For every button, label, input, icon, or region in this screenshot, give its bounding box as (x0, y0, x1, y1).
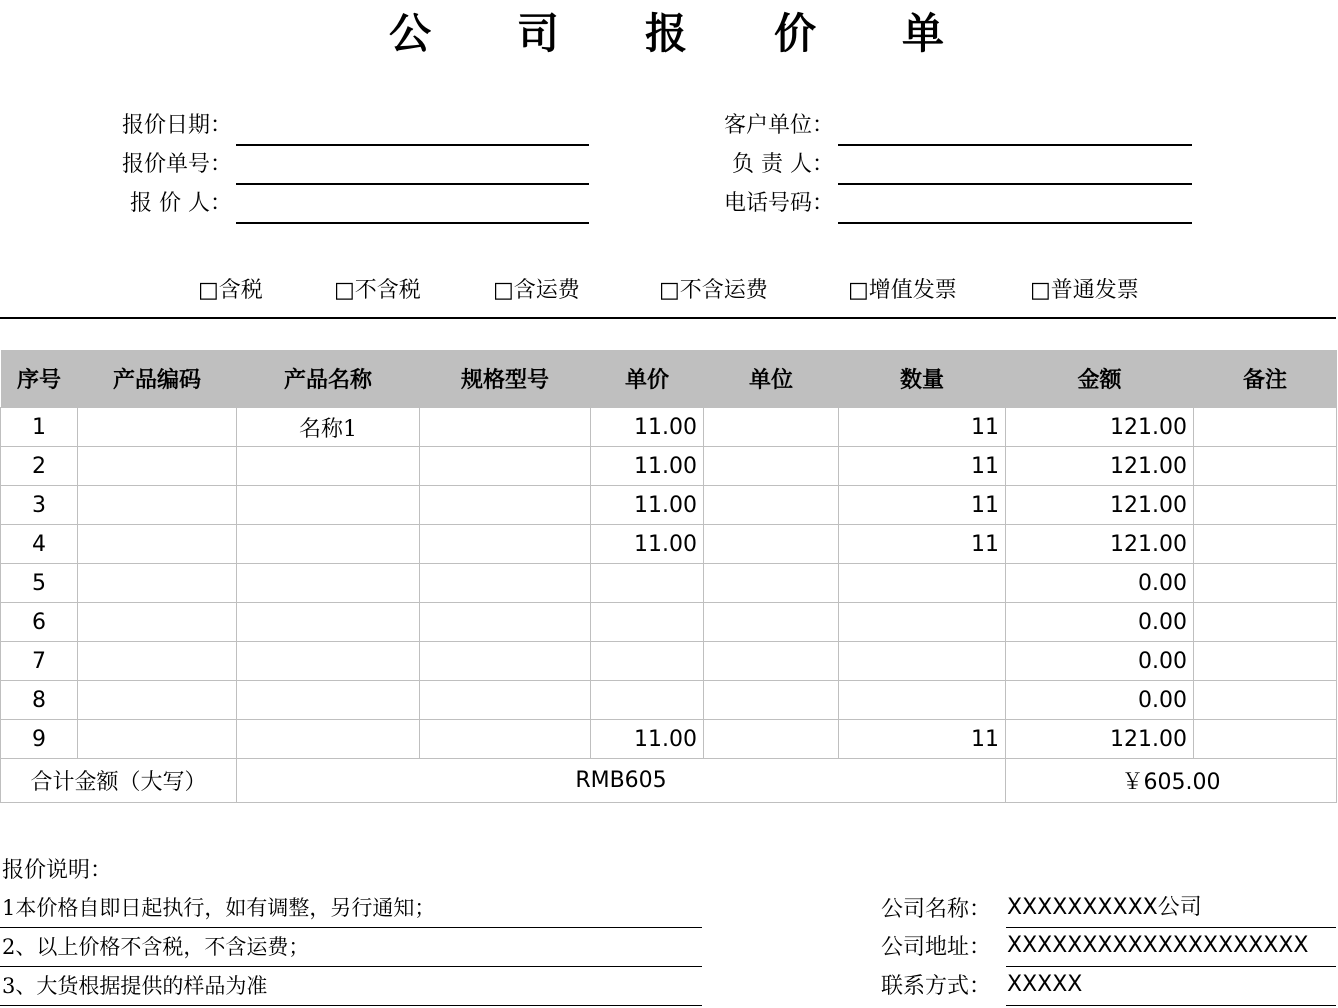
cell-spec[interactable] (420, 681, 591, 720)
cell-code[interactable] (78, 603, 237, 642)
cell-index: 9 (1, 720, 78, 759)
col-header-index: 序号 (1, 350, 78, 408)
cell-spec[interactable] (420, 447, 591, 486)
title-char: 司 (517, 9, 560, 58)
cell-unit[interactable] (704, 525, 839, 564)
cell-remark[interactable] (1194, 603, 1337, 642)
cell-name[interactable] (237, 603, 420, 642)
cell-unit[interactable] (704, 681, 839, 720)
page-title (0, 6, 1338, 62)
cell-remark[interactable] (1194, 525, 1337, 564)
cell-code[interactable] (78, 447, 237, 486)
cell-price[interactable]: 11.00 (591, 720, 704, 759)
cell-index: 6 (1, 603, 78, 642)
cell-qty[interactable] (839, 642, 1006, 681)
cell-amount: 121.00 (1006, 408, 1194, 447)
contact-person-label: 负 责 人： (732, 152, 834, 177)
col-header-amount: 金额 (1006, 350, 1194, 408)
cell-name[interactable] (237, 720, 420, 759)
note-item: 3、大货根据提供的样品为准 (2, 974, 268, 998)
cell-unit[interactable] (704, 564, 839, 603)
quote-date-label: 报价日期： (121, 113, 232, 138)
cell-amount: 0.00 (1006, 564, 1194, 603)
cell-qty[interactable]: 11 (839, 408, 1006, 447)
table-row (1, 642, 1337, 681)
cell-price[interactable]: 11.00 (591, 486, 704, 525)
cell-unit[interactable] (704, 720, 839, 759)
cell-amount: 0.00 (1006, 681, 1194, 720)
notes-title: 报价说明： (2, 858, 113, 883)
table-row (1, 408, 1337, 447)
note-underline (0, 1005, 702, 1006)
cell-index: 8 (1, 681, 78, 720)
cell-unit[interactable] (704, 603, 839, 642)
cell-spec[interactable] (420, 408, 591, 447)
col-header-spec: 规格型号 (420, 350, 591, 408)
company-contact-underline (1006, 1005, 1336, 1006)
quote-number-label: 报价单号： (121, 152, 232, 177)
table-row (1, 486, 1337, 525)
cell-code[interactable] (78, 564, 237, 603)
total-words: RMB605 (237, 759, 1006, 803)
cell-code[interactable] (78, 681, 237, 720)
cell-spec[interactable] (420, 720, 591, 759)
option-shipping-included[interactable]: □含运费 (493, 278, 580, 303)
cell-amount: 0.00 (1006, 603, 1194, 642)
note-underline (0, 927, 702, 928)
cell-remark[interactable] (1194, 642, 1337, 681)
col-header-code: 产品编码 (78, 350, 237, 408)
company-name-value: XXXXXXXXXX公司 (1007, 895, 1202, 920)
cell-spec[interactable] (420, 642, 591, 681)
cell-price[interactable]: 11.00 (591, 408, 704, 447)
cell-unit[interactable] (704, 447, 839, 486)
title-char: 价 (774, 9, 817, 58)
cell-name[interactable] (237, 642, 420, 681)
table-row (1, 681, 1337, 720)
cell-spec[interactable] (420, 603, 591, 642)
cell-amount: 121.00 (1006, 720, 1194, 759)
cell-qty[interactable]: 11 (839, 447, 1006, 486)
table-row (1, 720, 1337, 759)
cell-name[interactable] (237, 564, 420, 603)
cell-price[interactable]: 11.00 (591, 447, 704, 486)
company-name-underline (1006, 927, 1336, 928)
cell-remark[interactable] (1194, 681, 1337, 720)
total-row (1, 759, 1337, 803)
cell-price[interactable] (591, 642, 704, 681)
company-name-label: 公司名称： (881, 897, 992, 922)
cell-code[interactable] (78, 486, 237, 525)
cell-name[interactable] (237, 486, 420, 525)
cell-code[interactable] (78, 720, 237, 759)
note-item: 1本价格自即日起执行，如有调整，另行通知； (2, 896, 436, 920)
cell-price[interactable] (591, 564, 704, 603)
cell-amount: 121.00 (1006, 525, 1194, 564)
cell-qty[interactable] (839, 564, 1006, 603)
option-normal-invoice[interactable]: □普通发票 (1030, 278, 1139, 303)
note-underline (0, 966, 702, 967)
table-row (1, 525, 1337, 564)
phone-label: 电话号码： (723, 191, 834, 216)
table-row (1, 447, 1337, 486)
cell-code[interactable] (78, 408, 237, 447)
cell-qty[interactable] (839, 681, 1006, 720)
cell-amount: 121.00 (1006, 447, 1194, 486)
col-header-remark: 备注 (1194, 350, 1337, 408)
cell-unit[interactable] (704, 408, 839, 447)
option-shipping-excluded[interactable]: □不含运费 (659, 278, 768, 303)
option-tax-included[interactable]: □含税 (198, 278, 263, 303)
contact-person-underline (838, 183, 1192, 185)
company-address-underline (1006, 966, 1336, 967)
col-header-unit: 单位 (704, 350, 839, 408)
cell-remark[interactable] (1194, 447, 1337, 486)
cell-spec[interactable] (420, 564, 591, 603)
cell-remark[interactable] (1194, 408, 1337, 447)
quote-table (0, 350, 1337, 803)
company-contact-value: XXXXX (1007, 972, 1083, 997)
cell-amount: 0.00 (1006, 642, 1194, 681)
separator-line (0, 317, 1336, 319)
company-address-value: XXXXXXXXXXXXXXXXXXXX (1007, 933, 1309, 958)
cell-name[interactable] (237, 447, 420, 486)
cell-unit[interactable] (704, 642, 839, 681)
cell-index: 4 (1, 525, 78, 564)
cell-index: 2 (1, 447, 78, 486)
phone-underline (838, 222, 1192, 224)
company-address-label: 公司地址： (881, 935, 992, 960)
option-tax-excluded[interactable]: □不含税 (334, 278, 421, 303)
cell-unit[interactable] (704, 486, 839, 525)
table-header-row (1, 350, 1337, 408)
cell-name[interactable] (237, 525, 420, 564)
cell-remark[interactable] (1194, 720, 1337, 759)
cell-index: 7 (1, 642, 78, 681)
cell-remark[interactable] (1194, 564, 1337, 603)
cell-index: 1 (1, 408, 78, 447)
cell-price[interactable] (591, 603, 704, 642)
cell-spec[interactable] (420, 486, 591, 525)
cell-qty[interactable] (839, 603, 1006, 642)
title-char: 报 (645, 9, 688, 58)
cell-index: 3 (1, 486, 78, 525)
total-amount: ￥605.00 (1006, 759, 1337, 803)
customer-underline (838, 144, 1192, 146)
quote-number-underline (236, 183, 589, 185)
cell-remark[interactable] (1194, 486, 1337, 525)
col-header-price: 单价 (591, 350, 704, 408)
col-header-name: 产品名称 (237, 350, 420, 408)
cell-price[interactable] (591, 681, 704, 720)
col-header-qty: 数量 (839, 350, 1006, 408)
quote-date-underline (236, 144, 589, 146)
option-vat-invoice[interactable]: □增值发票 (848, 278, 957, 303)
cell-name[interactable]: 名称1 (237, 408, 420, 447)
cell-qty[interactable]: 11 (839, 486, 1006, 525)
title-char: 单 (902, 9, 945, 58)
title-char: 公 (389, 9, 432, 58)
customer-label: 客户单位： (723, 113, 834, 138)
cell-qty[interactable]: 11 (839, 525, 1006, 564)
cell-code[interactable] (78, 642, 237, 681)
cell-code[interactable] (78, 525, 237, 564)
cell-price[interactable]: 11.00 (591, 525, 704, 564)
table-row (1, 603, 1337, 642)
total-label: 合计金额（大写） (1, 759, 237, 803)
note-item: 2、以上价格不含税，不含运费； (2, 935, 310, 959)
cell-name[interactable] (237, 681, 420, 720)
quoter-label: 报 价 人： (130, 191, 232, 216)
company-contact-label: 联系方式： (881, 974, 992, 999)
cell-index: 5 (1, 564, 78, 603)
cell-spec[interactable] (420, 525, 591, 564)
table-row (1, 564, 1337, 603)
quoter-underline (236, 222, 589, 224)
cell-qty[interactable]: 11 (839, 720, 1006, 759)
cell-amount: 121.00 (1006, 486, 1194, 525)
